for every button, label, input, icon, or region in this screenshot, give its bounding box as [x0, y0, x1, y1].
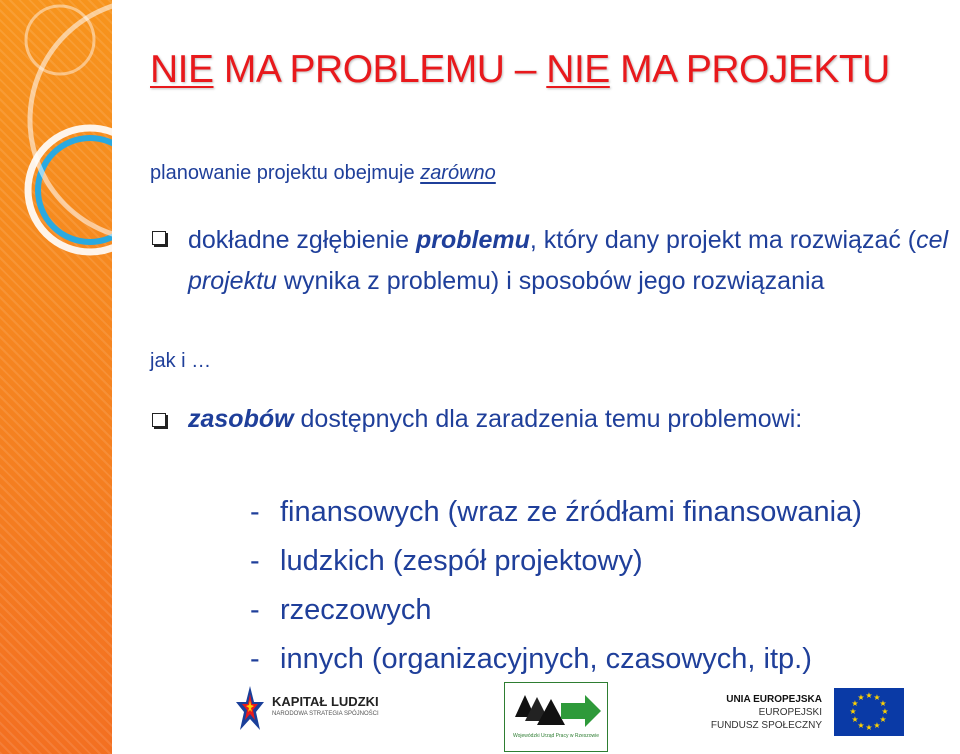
connector-text: jak i … [150, 350, 212, 372]
svg-text:★: ★ [865, 691, 873, 700]
subtitle-text: planowanie projektu obejmuje [150, 162, 421, 184]
eu-line-3: FUNDUSZ SPOŁECZNY [710, 720, 822, 731]
bullet1-goal: cel projektu [188, 226, 949, 295]
kapital-ludzki-star-icon [234, 684, 266, 734]
title-nie-1: NIE [150, 48, 214, 91]
svg-text:★: ★ [851, 699, 859, 708]
svg-text:★: ★ [873, 693, 881, 702]
subtitle-emphasis: zarówno [420, 162, 496, 184]
dash: - [250, 545, 260, 577]
checkbox-bullet-icon [152, 231, 166, 245]
svg-text:★: ★ [857, 721, 865, 730]
list-item [250, 586, 862, 635]
dash: - [250, 496, 260, 528]
decorative-sidebar [0, 0, 112, 754]
svg-text:★: ★ [849, 707, 857, 716]
dash: - [250, 643, 260, 675]
wup-arrow-icon [511, 687, 603, 733]
resource-human: ludzkich (zespół projektowy) [280, 545, 643, 577]
bullet2-resources: zasobów [188, 405, 294, 433]
svg-text:★: ★ [873, 721, 881, 730]
bullet2-text: dostępnych dla zaradzenia temu problemowi: [293, 405, 803, 433]
bullet1-text-3: wynika z problemu) i sposobów jego rozwiązania [276, 267, 825, 295]
title-nie-2: NIE [546, 48, 610, 91]
sidebar-arcs [0, 0, 112, 754]
kapital-ludzki-subtitle: NARODOWA STRATEGIA SPÓJNOŚCI [272, 711, 379, 717]
eu-flag-icon [834, 688, 904, 736]
list-item [250, 488, 862, 537]
title-text-1: MA PROBLEMU – [213, 48, 547, 91]
eu-logo [710, 688, 910, 738]
footer-logos [112, 678, 960, 754]
resource-other: innych (organizacyjnych, czasowych, itp.) [280, 643, 812, 675]
subtitle [150, 162, 496, 185]
svg-text:★: ★ [879, 715, 887, 724]
bullet-resources [188, 399, 848, 440]
eu-line-2: EUROPEJSKI [758, 707, 822, 718]
bullet1-text-1: dokładne zgłębienie [188, 226, 416, 254]
svg-text:★: ★ [881, 707, 889, 716]
wup-text: Wojewódzki Urząd Pracy w Rzeszowie [512, 733, 600, 739]
checkbox-bullet-icon [152, 413, 166, 427]
dash: - [250, 594, 260, 626]
svg-text:★: ★ [865, 723, 873, 732]
list-item [250, 537, 862, 586]
resource-financial: finansowych (wraz ze źródłami finansowania) [280, 496, 862, 528]
svg-text:★: ★ [857, 693, 865, 702]
resources-list [250, 488, 862, 684]
slide-title [150, 48, 890, 92]
bullet-problem [188, 220, 956, 302]
resource-material: rzeczowych [280, 594, 432, 626]
eu-stars-icon [834, 688, 904, 736]
bullet1-problem: problemu [415, 226, 530, 254]
title-text-2: MA PROJEKTU [609, 48, 890, 91]
eu-line-1: UNIA EUROPEJSKA [726, 694, 822, 705]
list-item [250, 635, 862, 684]
wup-logo [504, 682, 608, 752]
bullet1-text-2: , który dany projekt ma rozwiązać ( [529, 226, 917, 254]
svg-text:★: ★ [879, 699, 887, 708]
kapital-ludzki-logo [234, 684, 394, 734]
svg-text:★: ★ [851, 715, 859, 724]
kapital-ludzki-title: KAPITAŁ LUDZKI [272, 694, 379, 709]
